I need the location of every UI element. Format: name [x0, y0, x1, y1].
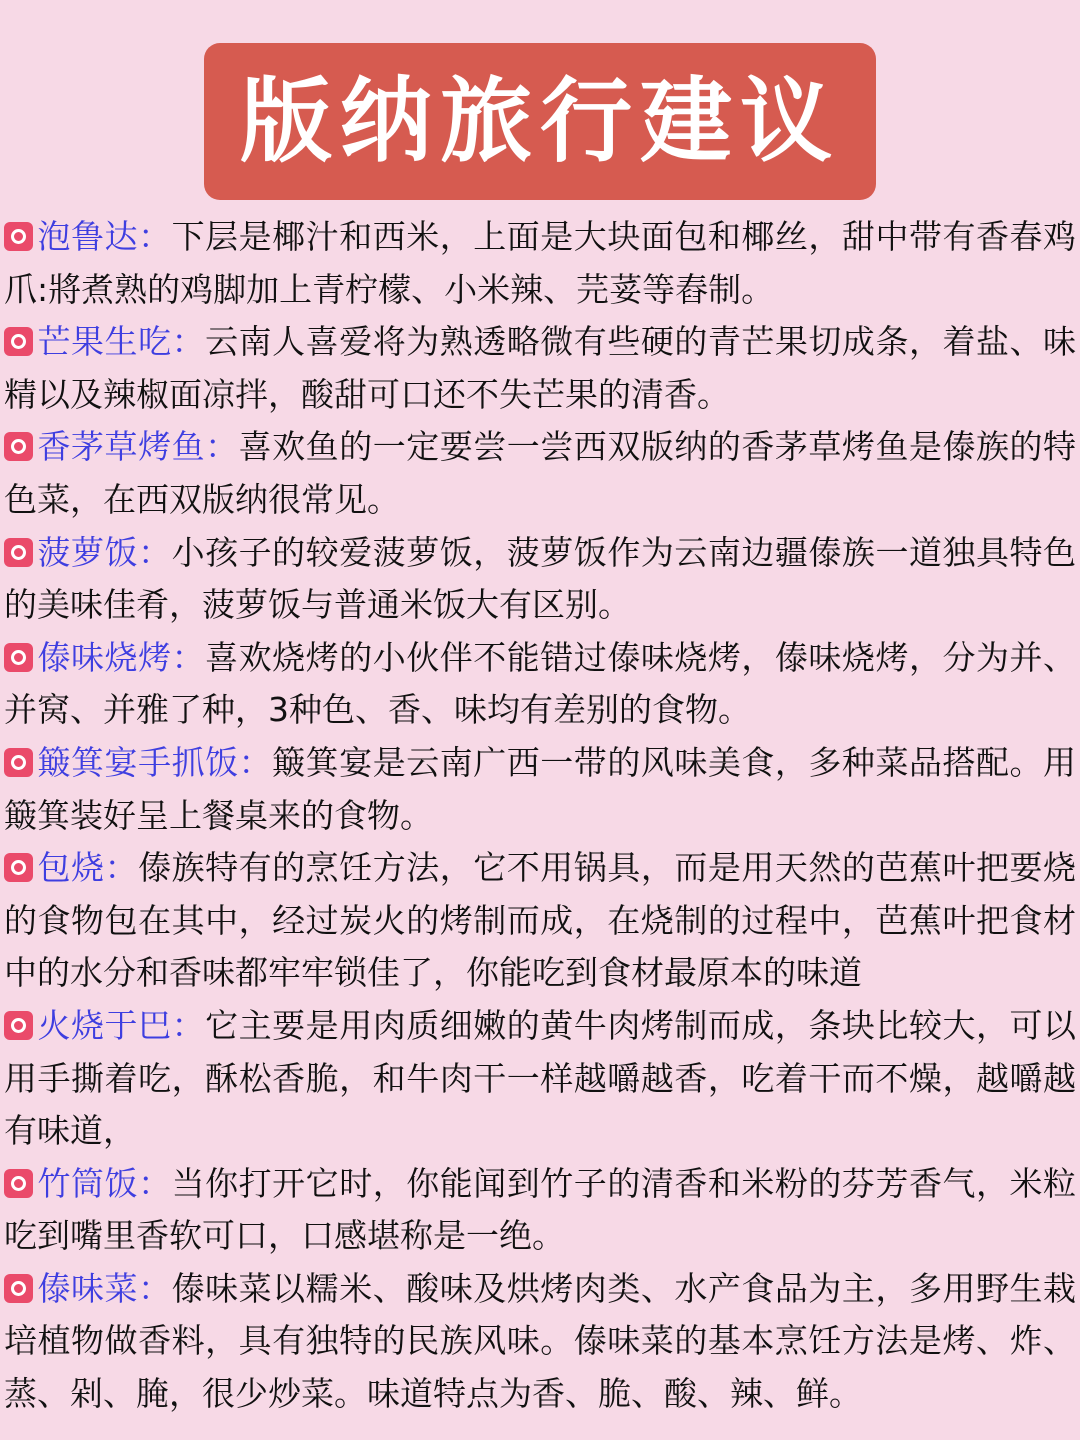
name-separator: ： — [171, 1005, 206, 1045]
name-separator: ： — [104, 848, 139, 888]
name-separator: ： — [138, 217, 172, 256]
circle-badge-icon — [4, 643, 33, 672]
circle-badge-icon — [4, 432, 33, 461]
name-separator: ： — [171, 637, 206, 677]
dish-name: 簸箕宴手抓饭 — [37, 742, 239, 782]
circle-badge-icon — [4, 222, 33, 251]
food-entry — [4, 1000, 1076, 1158]
page-title: 版纳旅行建议 — [239, 67, 840, 175]
dish-description: 傣族特有的烹饪方法，它不用锅具，而是用天然的芭蕉叶把要烧的食物包在其中，经过炭火的烤制而成，在烧制的过程中，芭蕉叶把食材中的水分和香味都牢牢锁佳了，你能吃到食材最原本的味道 — [4, 848, 1077, 993]
name-separator: ： — [238, 742, 273, 782]
circle-badge-icon — [4, 853, 33, 882]
name-separator: ： — [138, 1163, 172, 1203]
dish-description: 簸箕宴是云南广西一带的风味美食，多种菜品搭配。用簸箕装好呈上餐桌来的食物。 — [4, 742, 1077, 835]
food-entry — [4, 1263, 1076, 1421]
circle-badge-icon — [4, 1274, 33, 1303]
food-entry — [4, 842, 1076, 1000]
title-banner — [204, 43, 876, 200]
food-entry — [4, 211, 1076, 316]
food-entry — [4, 527, 1076, 632]
circle-badge-icon — [4, 538, 33, 567]
food-entry — [4, 737, 1076, 842]
food-entry — [4, 1158, 1076, 1263]
dish-name: 菠萝饭 — [37, 532, 139, 572]
dish-description: 下层是椰汁和西米，上面是大块面包和椰丝，甜中带有香春鸡爪:將煮熟的鸡脚加上青柠檬、小米辣、芫荽等舂制。 — [4, 217, 1077, 309]
dish-name: 香茅草烤鱼 — [37, 427, 206, 467]
circle-badge-icon — [4, 1011, 33, 1040]
dish-name: 泡鲁达 — [37, 217, 139, 256]
dish-name: 傣味菜 — [37, 1268, 139, 1308]
food-entry — [4, 632, 1076, 737]
dish-description: 云南人喜爱将为熟透略微有些硬的青芒果切成条，着盐、味精以及辣椒面凉拌，酸甜可口还不失芒果的清香。 — [4, 322, 1077, 414]
dish-description: 喜欢鱼的一定要尝一尝西双版纳的香茅草烤鱼是傣族的特色菜，在西双版纳很常见。 — [4, 427, 1077, 519]
dish-name: 芒果生吃 — [37, 322, 172, 362]
name-separator: ： — [138, 532, 172, 572]
circle-badge-icon — [4, 748, 33, 777]
dish-description: 喜欢烧烤的小伙伴不能错过傣味烧烤，傣味烧烤，分为并、并窝、并雅了种，3种色、香、味均有差别的食物。 — [4, 637, 1077, 730]
food-entry — [4, 316, 1076, 421]
dish-description: 当你打开它时，你能闻到竹子的清香和米粉的芬芳香气，米粒吃到嘴里香软可口，口感堪称是一绝。 — [4, 1163, 1077, 1256]
dish-description: 它主要是用肉质细嫩的黄牛肉烤制而成，条块比较大，可以用手撕着吃，酥松香脆，和牛肉干一样越嚼越香，吃着干而不燥，越嚼越有味道， — [4, 1005, 1077, 1151]
food-list — [4, 211, 1076, 1421]
dish-name: 竹筒饭 — [37, 1163, 139, 1203]
name-separator: ： — [138, 1268, 172, 1308]
dish-name: 火烧于巴 — [37, 1005, 172, 1045]
food-entry — [4, 421, 1076, 526]
dish-name: 傣味烧烤 — [37, 637, 172, 677]
dish-description: 傣味菜以糯米、酸味及烘烤肉类、水产食品为主，多用野生栽培植物做香料，具有独特的民族风味。傣味菜的基本烹饪方法是烤、炸、蒸、剁、腌，很少炒菜。味道特点为香、脆、酸、辣、鲜。 — [4, 1268, 1077, 1414]
dish-description: 小孩子的较爱菠萝饭，菠萝饭作为云南边疆傣族一道独具特色的美味佳肴，菠萝饭与普通米饭大有区别。 — [4, 532, 1077, 625]
dish-name: 包烧 — [37, 848, 105, 888]
name-separator: ： — [171, 322, 206, 362]
name-separator: ： — [205, 427, 239, 467]
circle-badge-icon — [4, 327, 33, 356]
circle-badge-icon — [4, 1169, 33, 1198]
